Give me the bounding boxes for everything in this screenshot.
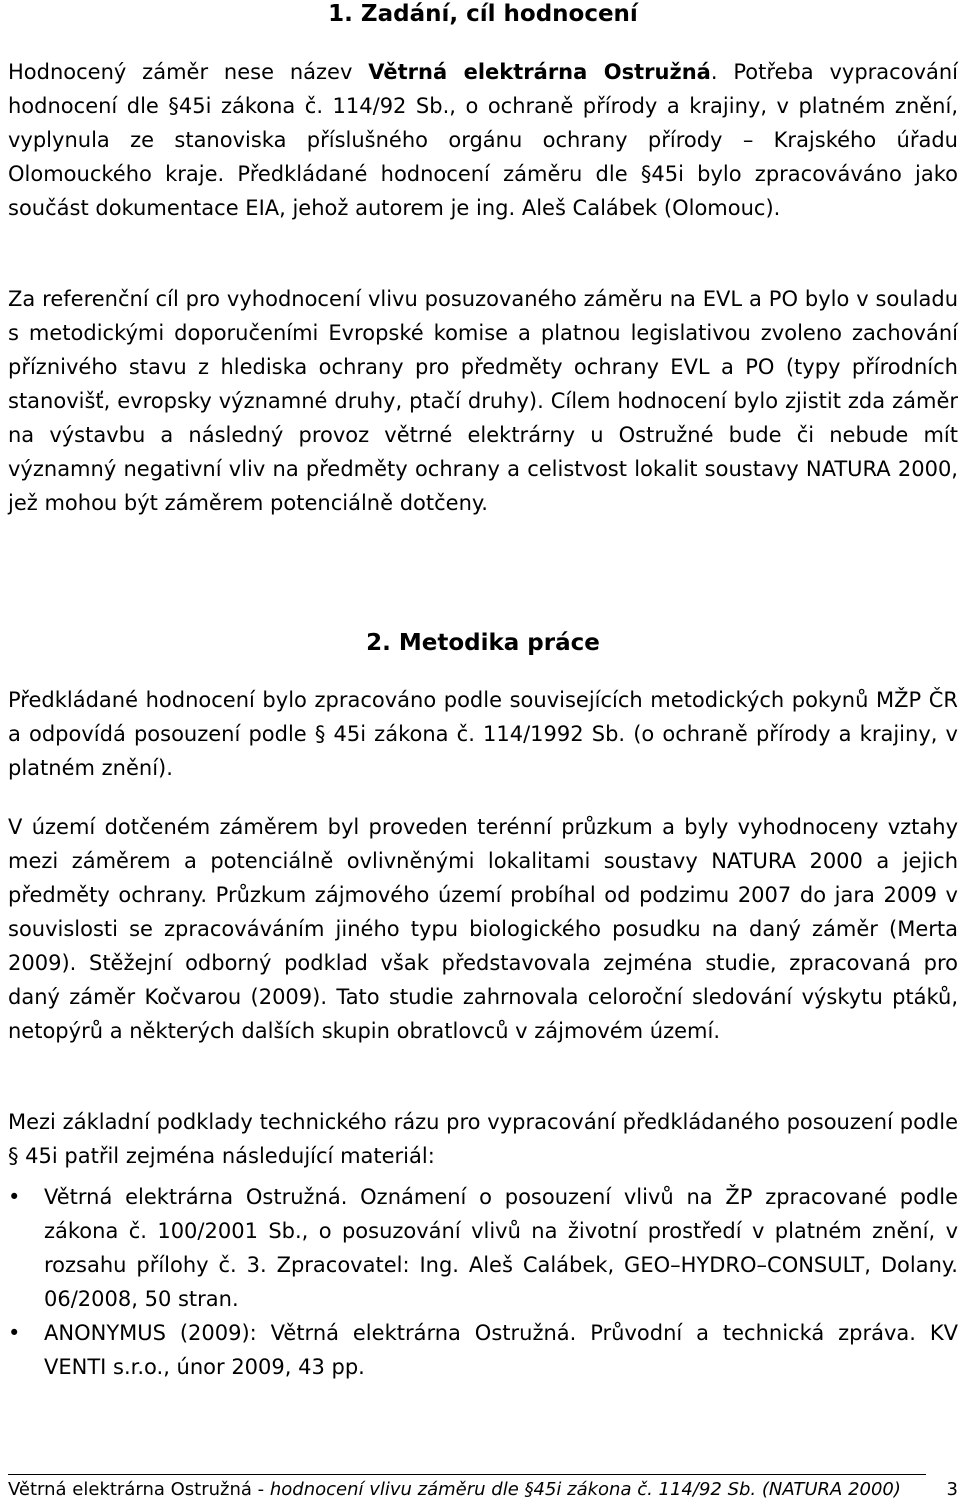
intro-text-start: Hodnocený záměr nese název [8,60,369,84]
footer-title-plain: Větrná elektrárna Ostružná - [8,1479,270,1500]
footer-title-italic: hodnocení vlivu záměru dle §45i zákona č. 114/92 Sb. (NATURA 2000) [269,1479,901,1500]
survey-paragraph: V území dotčeném záměrem byl proveden terénní průzkum a byly vyhodnoceny vztahy mezi záměrem a potenciálně ovlivněnými lokalitami soustavy NATURA 2000 a jejich předměty ochrany. Průzkum zájmového území probíhal od podzimu 2007 do jara 2009 v souvislosti se zpracováváním jiného typu biologického posudku na daný záměr (Merta 2009). Stěžejní odborný podklad však představovala zejména studie, zpracovaná pro daný záměr Kočvarou (2009). Tato studie zahrnovala celoroční sledování výskytu ptáků, netopýrů a některých dalších skupin obratlovců v zájmovém území. [8,815,958,1043]
project-name: Větrná elektrárna Ostružná [368,60,711,84]
list-item [8,1316,958,1384]
page-number: 3 [946,1479,958,1500]
list-item [8,1180,958,1316]
bullet-icon: • [8,1185,21,1209]
goal-paragraph: Za referenční cíl pro vyhodnocení vlivu posuzovaného záměru na EVL a PO bylo v souladu s metodickými doporučeními Evropské komise a platnou legislativou zvoleno zachování příznivého stavu z hlediska ochrany pro předměty ochrany EVL a PO (typy přírodních stanovišť, evropsky významné druhy, ptačí druhy). Cílem hodnocení bylo zjistit zda záměr na výstavbu a následný provoz větrné elektrárny u Ostružné bude či nebude mít významný negativní vliv na předměty ochrany a celistvost lokalit soustavy NATURA 2000, jež mohou být záměrem potenciálně dotčeny. [8,287,958,515]
section-1-heading: 1. Zadání, cíl hodnocení [328,1,638,27]
section-2-heading: 2. Metodika práce [366,630,600,656]
bullet-icon: • [8,1321,21,1345]
list-item-text: Větrná elektrárna Ostružná. Oznámení o posouzení vlivů na ŽP zpracované podle zákona č. 100/2001 Sb., o posuzování vlivů na životní prostředí v platném znění, v rozsahu přílohy č. 3. Zpracovatel: Ing. Aleš Calábek, GEO–HYDRO–CONSULT, Dolany. 06/2008, 50 stran. [44,1185,958,1311]
materials-list [8,1180,958,1384]
intro-text-rest: . Potřeba vypracování hodnocení dle §45i zákona č. 114/92 Sb., o ochraně přírody a krajiny, v platném znění, vyplynula ze stanoviska příslušného orgánu ochrany přírody – Krajského úřadu Olomouckého kraje. Předkládané hodnocení záměru dle §45i bylo zpracováváno jako součást dokumentace EIA, jehož autorem je ing. Aleš Calábek (Olomouc). [8,60,959,220]
method-paragraph: Předkládané hodnocení bylo zpracováno podle souvisejících metodických pokynů MŽP ČR a odpovídá posouzení podle § 45i zákona č. 114/1992 Sb. (o ochraně přírody a krajiny, v platném znění). [8,688,958,780]
list-item-text: ANONYMUS (2009): Větrná elektrárna Ostružná. Průvodní a technická zpráva. KV VENTI s.r.o., únor 2009, 43 pp. [44,1321,958,1379]
footer-divider [8,1474,926,1475]
intro-paragraph [8,55,958,225]
materials-intro-paragraph: Mezi základní podklady technického rázu pro vypracování předkládaného posouzení podle § 45i patřil zejména následující materiál: [8,1110,958,1168]
page-footer [8,1474,958,1504]
footer-title [8,1477,901,1503]
